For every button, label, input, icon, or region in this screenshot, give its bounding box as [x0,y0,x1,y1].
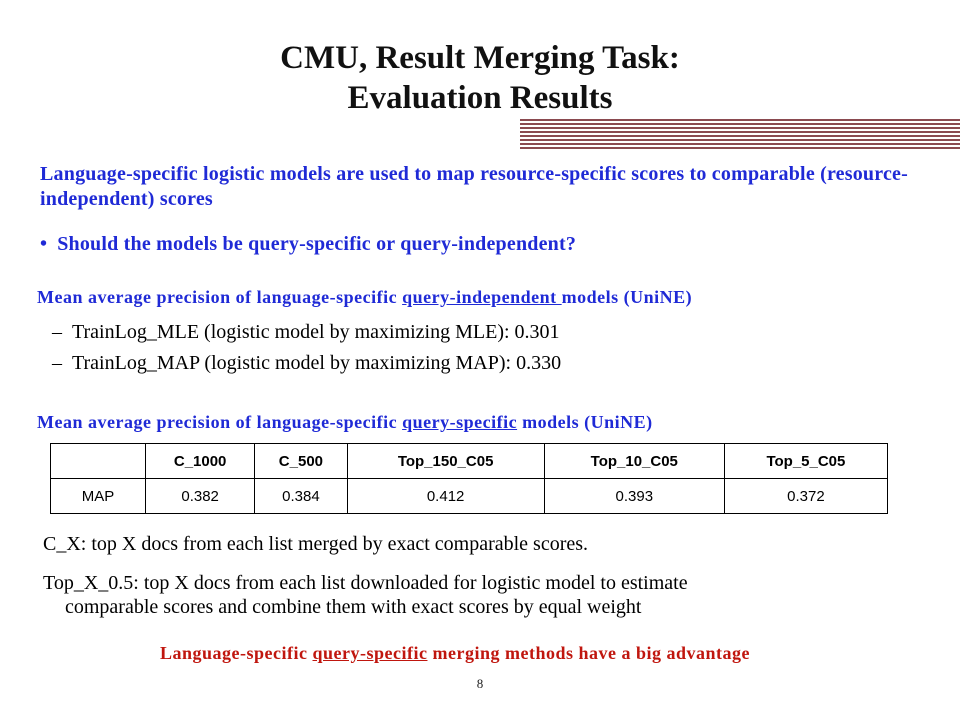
conclusion-underlined: query-specific [312,643,428,663]
table-header-cell [51,444,146,479]
table-cell: 0.393 [544,479,724,514]
note-line-2: comparable scores and combine them with exact scores by equal weight [65,596,642,618]
table-header-cell: Top_10_C05 [544,444,724,479]
table-row-label: MAP [51,479,146,514]
decorative-stripes [520,119,960,149]
table-header-row [51,444,888,479]
table-row [51,479,888,514]
conclusion-text [0,643,910,664]
title-line-2: Evaluation Results [347,80,613,116]
list-item-text: TrainLog_MAP (logistic model by maximizing MAP): 0.330 [72,352,562,374]
heading-underlined: query-specific [402,412,518,432]
dash-icon: – [52,352,62,374]
table-header-cell: C_500 [255,444,347,479]
table-cell: 0.384 [255,479,347,514]
results-table [50,443,888,514]
section-heading-query-independent [37,286,692,308]
section-heading-query-specific [37,411,653,433]
list-item [52,320,560,345]
table-cell: 0.412 [347,479,544,514]
dash-icon: – [52,321,62,343]
table-header-cell: Top_5_C05 [724,444,887,479]
heading-prefix: Mean average precision of language-specific [37,412,403,432]
title-line-1: CMU, Result Merging Task: [280,40,680,76]
bullet-question [40,231,576,257]
note-top-x [43,571,923,619]
bullet-text: Should the models be query-specific or query-independent? [57,233,577,255]
table-header-cell: Top_150_C05 [347,444,544,479]
bullet-dot-icon: • [40,233,48,255]
heading-suffix: models (UniNE) [561,287,693,307]
heading-suffix: models (UniNE) [517,412,653,432]
table-header-cell: C_1000 [146,444,255,479]
note-c-x: C_X: top X docs from each list merged by exact comparable scores. [43,533,589,555]
table-cell: 0.382 [146,479,255,514]
page-number: 8 [476,676,484,691]
slide-title [0,38,960,118]
conclusion-prefix: Language-specific [160,643,313,663]
table-cell: 0.372 [724,479,887,514]
conclusion-suffix: merging methods have a big advantage [427,643,750,663]
list-item-text: TrainLog_MLE (logistic model by maximizing MLE): 0.301 [72,321,560,343]
heading-underlined: query-independent [402,287,562,307]
list-item [52,351,561,376]
intro-text: Language-specific logistic models are used to map resource-specific scores to comparable (resource-independent) scores [40,163,908,210]
note-line-1: Top_X_0.5: top X docs from each list downloaded for logistic model to estimate [43,572,688,594]
heading-prefix: Mean average precision of language-specific [37,287,403,307]
